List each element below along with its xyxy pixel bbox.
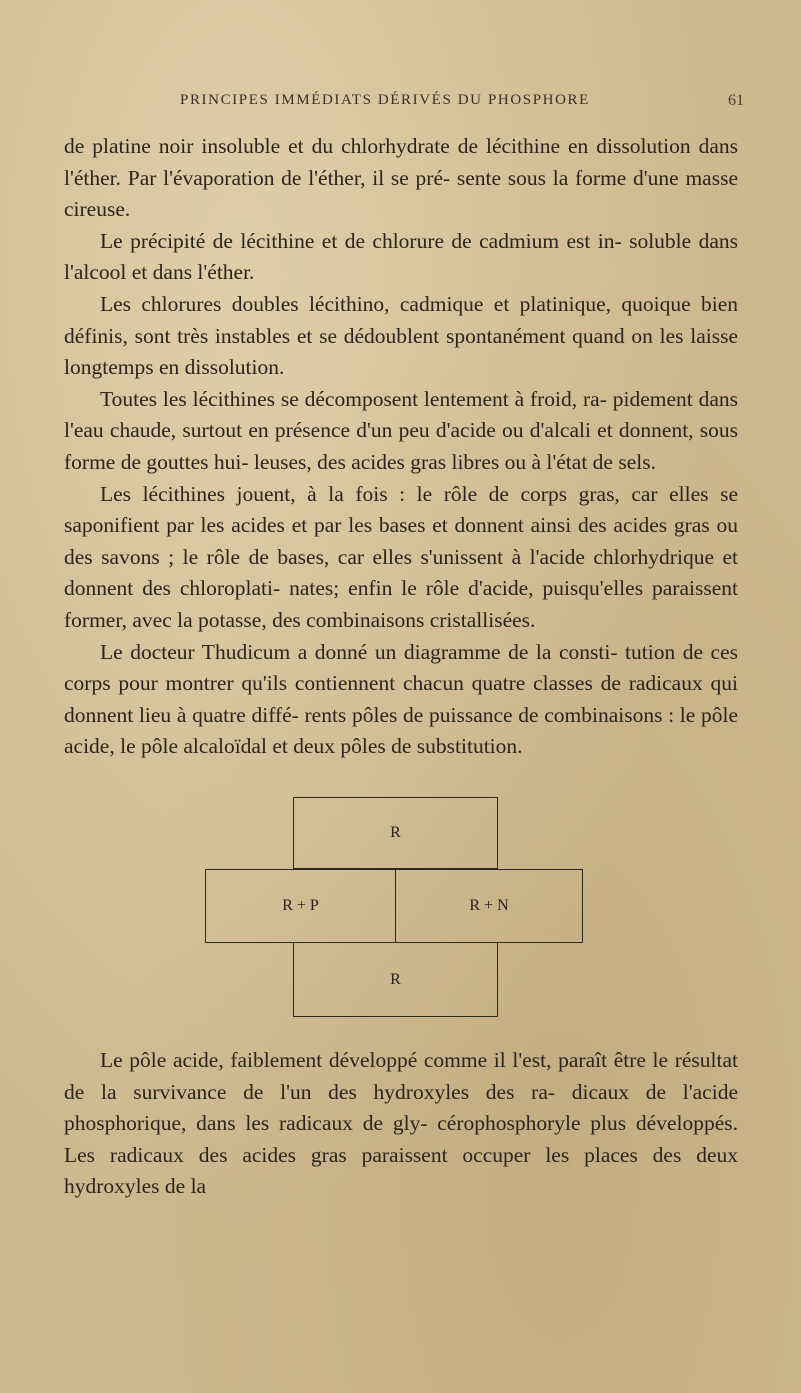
diagram-cell-top: R <box>293 797 498 869</box>
body-text-continued <box>64 1045 738 1203</box>
paragraph: de platine noir insoluble et du chlorhydrate de lécithine en dissolution dans l'éther. Par l'évaporation de l'éther, il se pré- sente sous la forme d'une masse cireuse. <box>64 134 738 222</box>
paragraph: Le pôle acide, faiblement développé comme il l'est, paraît être le résultat de la survivance de l'un des hydroxyles des ra- dicaux de l'acide phosphorique, dans les radicaux de gly- cérophosphoryle plus développés. Les radicaux des acides gras paraissent occuper les places des deux hydroxyles de la <box>64 1048 738 1199</box>
paragraph: Le docteur Thudicum a donné un diagramme de la consti- tution de ces corps pour montrer qu'ils contiennent chacun quatre classes de radicaux qui donnent lieu à quatre diffé- rents pôles de puissance de combinaisons : le pôle acide, le pôle alcaloïdal et deux pôles de substitution. <box>64 639 738 759</box>
paragraph: Les chlorures doubles lécithino, cadmique et platinique, quoique bien définis, sont très instables et se dédoublent spontanément quand on les laisse longtemps en dissolution. <box>64 291 738 380</box>
diagram-cell-right: R + N <box>395 869 583 943</box>
diagram-cell-bottom: R <box>293 943 498 1017</box>
paragraph: Les lécithines jouent, à la fois : le rôle de corps gras, car elles se saponifient par les acides et par les bases et donnent ainsi des acides gras ou des savons ; le rôle de bases, car elles s'unissent à l'acide chlorhydrique et donnent des chloroplati- nates; enfin le rôle d'acide, puisqu'elles paraissent former, avec la potasse, des combinaisons cristallisées. <box>64 481 738 632</box>
running-title: PRINCIPES IMMÉDIATS DÉRIVÉS DU PHOSPHORE <box>180 92 590 108</box>
body-text <box>64 131 738 763</box>
paragraph: Toutes les lécithines se décomposent lentement à froid, ra- pidement dans l'eau chaude, surtout en présence d'un peu d'acide ou d'alcali et donnent, sous forme de gouttes hui- leuses, des acides gras libres ou à l'état de sels. <box>64 386 738 474</box>
thudicum-diagram <box>205 797 583 1017</box>
page-number: 61 <box>728 92 744 109</box>
running-head <box>60 92 760 118</box>
paragraph: Le précipité de lécithine et de chlorure de cadmium est in- soluble dans l'alcool et dans l'éther. <box>64 228 738 285</box>
diagram-cell-left: R + P <box>205 869 395 943</box>
